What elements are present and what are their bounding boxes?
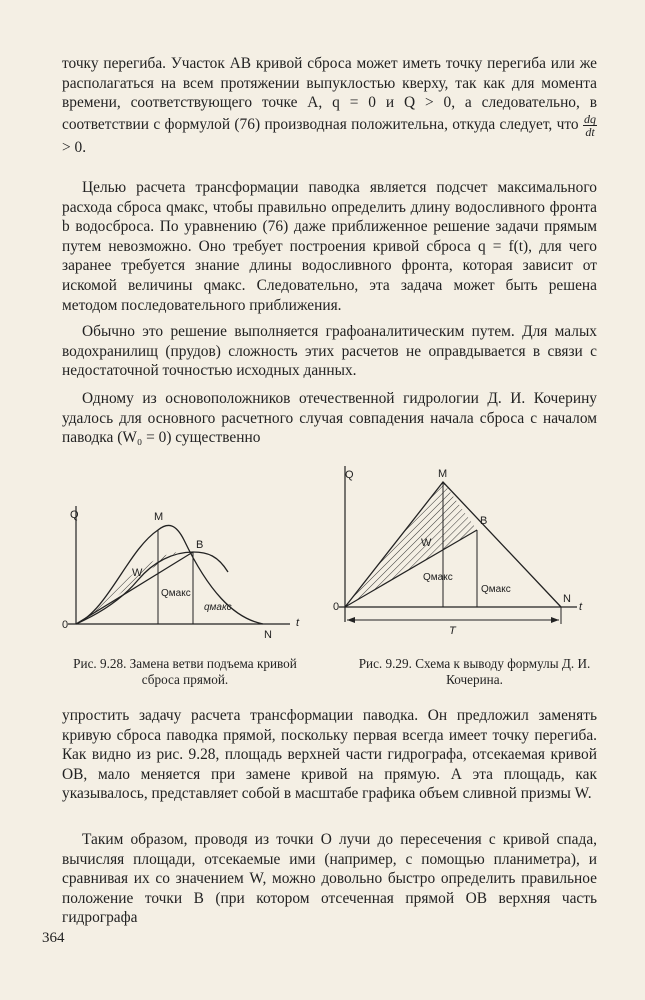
fig1-w-label: W xyxy=(132,567,143,579)
fig2-n-label: N xyxy=(563,593,571,605)
fig2-peak-label: M xyxy=(438,468,448,480)
paragraph-1-end: > 0. xyxy=(62,138,87,156)
page-number: 364 xyxy=(42,930,65,946)
fig2-w-label: W xyxy=(421,537,432,549)
paragraph-4: Одному из основоположников отечественной гидрологии Д. И. Кочерину удалось для основного расчетного случая совпадения начала сброса с началом паводка (W₀ = 0) существенно xyxy=(62,390,597,447)
fig2-qmax-right-label: Qмакс xyxy=(481,584,511,595)
figure-9-29 xyxy=(325,462,600,642)
fig1-qmax-out-label: qмакс xyxy=(204,602,232,613)
paragraph-1-text: точку перегиба. Участок АВ кривой сброса может иметь точку перегиба или же располагаться на всем протяжении выпуклостью кверху, так как для момента времени, соответствующего точке А, q = 0 и Q > 0, а следовательно, в соответствии с формулой (76) производная положительна, откуда следует, что xyxy=(62,55,597,133)
fig1-qmax-label: Qмакс xyxy=(161,588,191,599)
paragraph-3: Обычно это решение выполняется графоаналитическим путем. Для малых водохранилищ (прудов) сложность этих расчетов не оправдывается в связи с недостаточной точностью исходных данных. xyxy=(62,323,597,380)
fig2-y-label: Q xyxy=(345,469,354,481)
figure-9-28-caption: Рис. 9.28. Замена ветви подъема кривой сброса прямой. xyxy=(73,656,297,687)
paragraph-2: Целью расчета трансформации паводка является подсчет максимального расхода сброса qмакс, чтобы правильно определить длину водосливного фронта b водосброса. По уравнению (76) даже приближенное решение задачи прямым путем невозможно. Оно требует построения кривой сброса q = f(t), для чего заранее требуется знание длины водосливного фронта, которая зависит от искомой величины qмакс. Следовательно, эта задача может быть решена методом последовательного приближения. xyxy=(62,179,597,314)
figure-9-28 xyxy=(58,500,308,648)
fig1-b-label: B xyxy=(196,539,204,551)
fig1-peak-label: M xyxy=(154,511,164,523)
figure-9-29-caption: Рис. 9.29. Схема к выводу формулы Д. И. Кочерина. xyxy=(358,656,591,687)
fig1-x-label: t xyxy=(296,617,300,629)
paragraph-1 xyxy=(62,54,597,157)
fig2-x-label: t xyxy=(579,601,583,613)
fig2-origin-label: 0 xyxy=(333,601,340,613)
fig1-origin-label: 0 xyxy=(62,619,69,631)
fraction-denominator: dt xyxy=(585,124,595,139)
fig1-y-label: Q xyxy=(70,509,79,521)
fig2-t-label: T xyxy=(449,625,456,637)
fig2-qmax-left-label: Qмакс xyxy=(423,572,453,583)
fig2-b-label: B xyxy=(480,515,488,527)
derivative-fraction xyxy=(583,113,597,138)
fraction-numerator: dq xyxy=(584,111,596,126)
paragraph-6: Таким образом, проводя из точки О лучи до пересечения с кривой спада, вычисляя площади, отсекаемые ими (например, с помощью планиметра), и сравнивая их со значением W, можно довольно быстро определить правильное положение точки В (при котором отсеченная прямой ОВ верхняя часть гидрографа xyxy=(62,831,597,927)
fig1-n-label: N xyxy=(264,629,272,641)
paragraph-5: упростить задачу расчета трансформации паводка. Он предложил заменять кривую сброса паводка прямой, поскольку первая всегда имеет точку перегиба. Как видно из рис. 9.28, площадь верхней части гидрографа, отсекаемая кривой ОВ, мало меняется при замене кривой на прямую. А эта площадь, как указывалось, представляет собой в масштабе графика объем сливной призмы W. xyxy=(62,707,597,803)
fig2-t-arrow-right xyxy=(551,617,559,623)
fig2-hatched-area xyxy=(345,482,477,607)
fig2-axes xyxy=(339,466,577,622)
fig2-t-arrow-left xyxy=(347,617,355,623)
